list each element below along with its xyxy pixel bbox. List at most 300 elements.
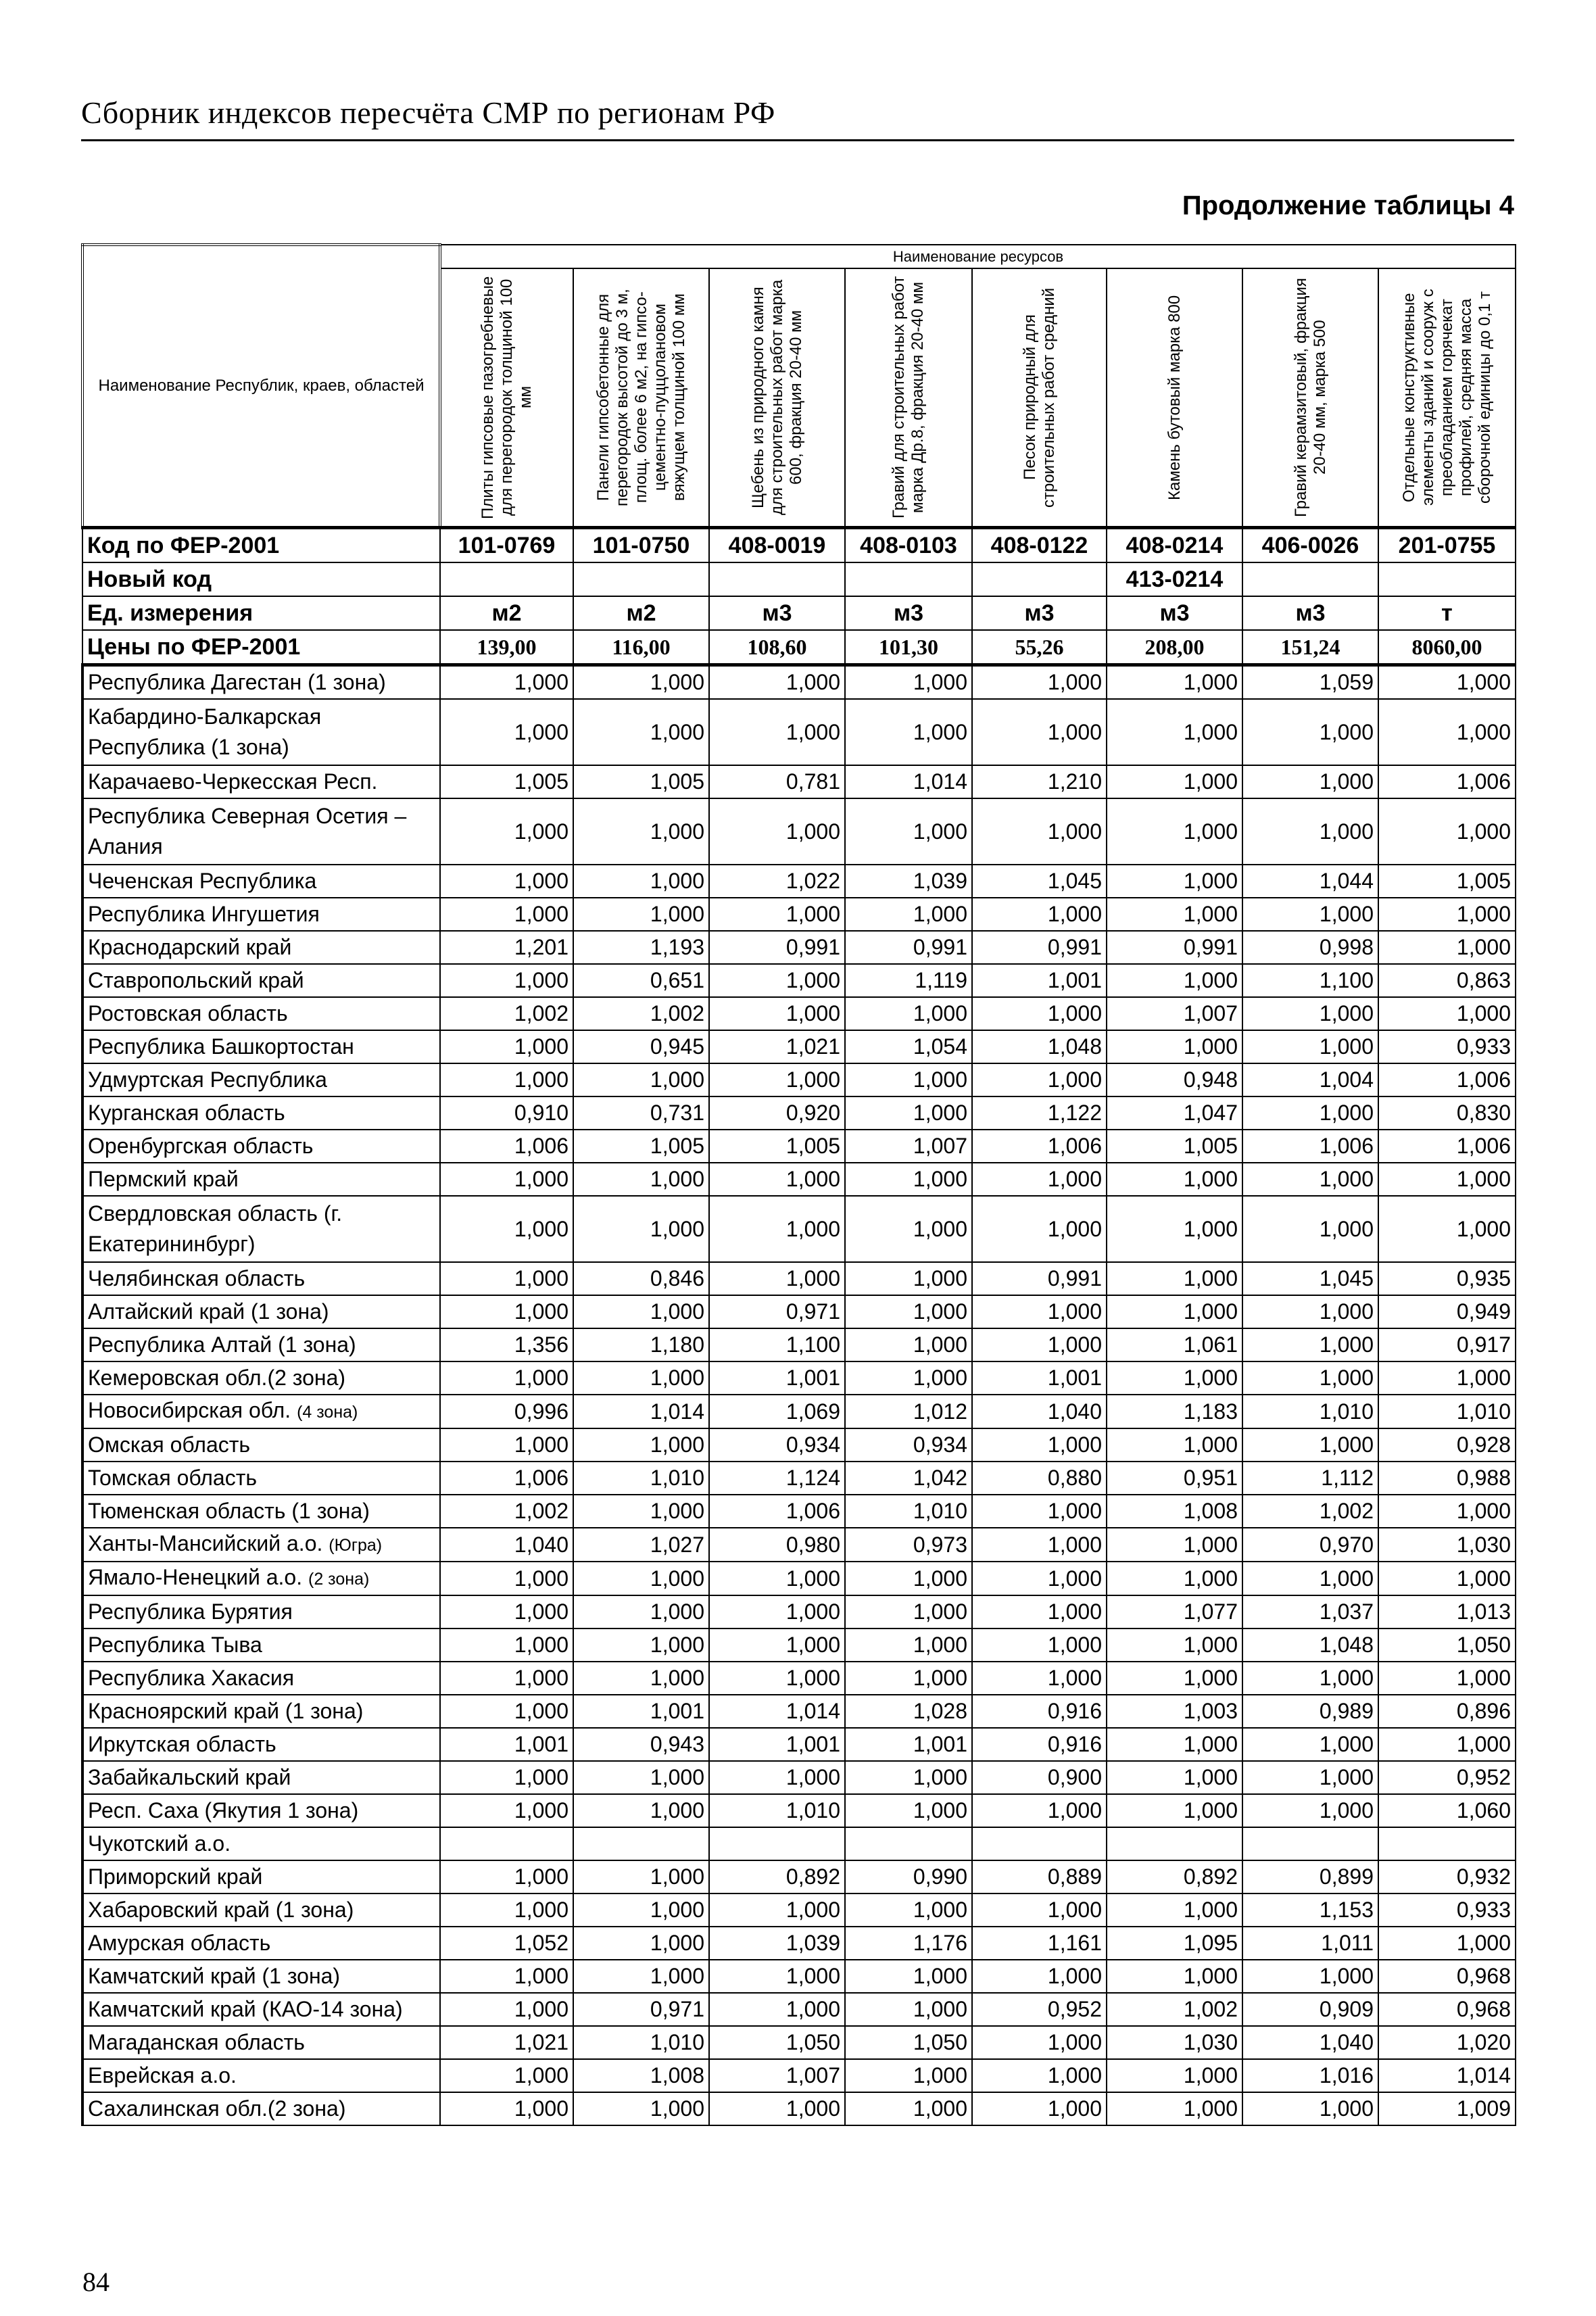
- spec-value-new-code: [709, 562, 845, 596]
- spec-value-code: 408-0122: [972, 528, 1107, 563]
- table-row: [82, 1794, 1516, 1827]
- index-value: 1,000: [1378, 898, 1516, 931]
- region-name: Амурская область: [88, 1931, 271, 1955]
- index-value: 1,000: [1378, 1728, 1516, 1761]
- index-value: 1,000: [972, 2059, 1107, 2092]
- index-value: 0,934: [709, 1428, 845, 1462]
- table-row: [82, 1761, 1516, 1794]
- resource-column-header: [845, 268, 972, 528]
- index-value: 1,000: [1107, 1361, 1242, 1395]
- table-row: [82, 1096, 1516, 1130]
- index-value: 1,044: [1242, 865, 1378, 898]
- index-value: 1,003: [1107, 1695, 1242, 1728]
- index-value: 1,000: [573, 1629, 709, 1662]
- index-value: 1,000: [1242, 1295, 1378, 1328]
- index-value: 1,000: [440, 798, 573, 865]
- table-row: [82, 1595, 1516, 1629]
- index-value: 0,971: [573, 1993, 709, 2026]
- index-value: 1,000: [1107, 1030, 1242, 1063]
- index-value: 1,002: [1242, 1495, 1378, 1528]
- index-value: 1,000: [1242, 1761, 1378, 1794]
- index-value: 1,000: [440, 665, 573, 700]
- region-name-cell: [82, 2059, 440, 2092]
- index-value: 0,996: [440, 1395, 573, 1428]
- region-name-cell: [82, 1993, 440, 2026]
- index-value: 0,892: [1107, 1860, 1242, 1893]
- index-value: 1,050: [709, 2026, 845, 2059]
- region-name: Ставропольский край: [88, 968, 304, 992]
- index-value: 1,000: [1107, 964, 1242, 997]
- spec-row-new-code: [82, 562, 1516, 596]
- index-value: 1,000: [573, 665, 709, 700]
- index-value: 1,000: [1107, 2059, 1242, 2092]
- index-value: 1,021: [440, 2026, 573, 2059]
- spec-value-unit: м3: [1107, 596, 1242, 630]
- table-row: [82, 1695, 1516, 1728]
- index-value: 1,000: [1378, 1562, 1516, 1595]
- spec-value-price: 208,00: [1107, 630, 1242, 665]
- index-value: 0,991: [709, 931, 845, 964]
- index-value: 1,193: [573, 931, 709, 964]
- index-value: 1,045: [1242, 1262, 1378, 1295]
- spec-value-code: 406-0026: [1242, 528, 1378, 563]
- index-value: 1,000: [573, 798, 709, 865]
- index-value: 1,000: [845, 699, 972, 765]
- index-value: 1,000: [845, 997, 972, 1030]
- spec-label: Код по ФЕР-2001: [82, 528, 440, 563]
- index-value: 1,014: [709, 1695, 845, 1728]
- region-name: Иркутская область: [88, 1732, 276, 1756]
- region-name: Сахалинская обл.(2 зона): [88, 2096, 346, 2121]
- region-name-note: (Югра): [329, 1536, 383, 1555]
- index-value: 1,000: [845, 1662, 972, 1695]
- region-column-header: Наименование Республик, краев, областей: [82, 245, 440, 528]
- index-value: 1,000: [1242, 1562, 1378, 1595]
- region-name-cell: [82, 1761, 440, 1794]
- index-value: 0,948: [1107, 1063, 1242, 1096]
- region-name-cell: [82, 1328, 440, 1361]
- index-value: 0,968: [1378, 1993, 1516, 2026]
- index-value: 0,973: [845, 1528, 972, 1562]
- region-name: Тюменская область (1 зона): [88, 1499, 370, 1523]
- index-value: 1,000: [845, 1960, 972, 1993]
- index-value: 1,008: [1107, 1495, 1242, 1528]
- spec-value-new-code: [440, 562, 573, 596]
- index-value: 1,000: [845, 2092, 972, 2125]
- index-value: 1,021: [709, 1030, 845, 1063]
- resource-name: Щебень из природного камня для строительных работ марка 600, фракция 20-40 мм: [748, 279, 805, 516]
- resource-name: Камень бутовый марка 800: [1165, 295, 1184, 500]
- index-value: 1,010: [709, 1794, 845, 1827]
- region-name: Еврейская а.о.: [88, 2063, 237, 2088]
- region-name: Карачаево-Черкесская Респ.: [88, 769, 378, 794]
- index-value: 0,952: [972, 1993, 1107, 2026]
- spec-value-unit: м3: [972, 596, 1107, 630]
- resource-column-header: [440, 268, 573, 528]
- region-name: Челябинская область: [88, 1266, 306, 1290]
- resource-column-header: [709, 268, 845, 528]
- index-value: 1,000: [972, 1295, 1107, 1328]
- region-name: Хабаровский край (1 зона): [88, 1898, 354, 1922]
- table-continuation-label: Продолжение таблицы 4: [1182, 191, 1514, 220]
- index-value: 0,916: [972, 1695, 1107, 1728]
- index-value: 1,030: [1378, 1528, 1516, 1562]
- resource-column-header: [1107, 268, 1242, 528]
- index-value: 1,000: [440, 1761, 573, 1794]
- index-value: 1,000: [1378, 1662, 1516, 1695]
- index-value: 1,000: [1107, 1295, 1242, 1328]
- table-row: [82, 1728, 1516, 1761]
- index-value: 1,100: [709, 1328, 845, 1361]
- resource-column-header: [573, 268, 709, 528]
- table-row: [82, 2026, 1516, 2059]
- spec-row-unit: [82, 596, 1516, 630]
- table-row: [82, 1495, 1516, 1528]
- index-value: 1,000: [845, 1063, 972, 1096]
- index-value: 1,000: [440, 2092, 573, 2125]
- spec-value-price: 8060,00: [1378, 630, 1516, 665]
- index-value: 1,112: [1242, 1462, 1378, 1495]
- index-value: 0,920: [709, 1096, 845, 1130]
- index-value: 1,042: [845, 1462, 972, 1495]
- index-value: 1,000: [573, 1428, 709, 1462]
- table-row: [82, 1262, 1516, 1295]
- region-name-cell: [82, 1395, 440, 1428]
- region-name-cell: [82, 1893, 440, 1927]
- index-value: 1,040: [440, 1528, 573, 1562]
- index-value: [709, 1827, 845, 1860]
- index-value: 1,000: [1378, 1927, 1516, 1960]
- table-row: [82, 865, 1516, 898]
- index-value: 1,012: [845, 1395, 972, 1428]
- index-value: 1,000: [709, 1893, 845, 1927]
- index-value: 1,000: [573, 898, 709, 931]
- index-value: 1,000: [573, 1295, 709, 1328]
- index-value: 1,000: [709, 964, 845, 997]
- spec-value-unit: м2: [573, 596, 709, 630]
- index-value: 1,000: [1107, 1728, 1242, 1761]
- region-name: Камчатский край (1 зона): [88, 1964, 341, 1988]
- spec-value-price: 116,00: [573, 630, 709, 665]
- index-value: 0,980: [709, 1528, 845, 1562]
- region-name-cell: [82, 765, 440, 798]
- index-value: 1,000: [845, 1295, 972, 1328]
- index-value: 1,000: [440, 1163, 573, 1196]
- index-value: 1,006: [1378, 765, 1516, 798]
- region-name-cell: [82, 1063, 440, 1096]
- index-value: 1,000: [1378, 997, 1516, 1030]
- region-name-cell: [82, 1462, 440, 1495]
- index-value: 0,989: [1242, 1695, 1378, 1728]
- resource-column-header: [972, 268, 1107, 528]
- index-value: 0,880: [972, 1462, 1107, 1495]
- spec-value-code: 101-0769: [440, 528, 573, 563]
- index-value: 0,933: [1378, 1030, 1516, 1063]
- index-value: 1,059: [1242, 665, 1378, 700]
- index-value: 0,928: [1378, 1428, 1516, 1462]
- index-value: 1,100: [1242, 964, 1378, 997]
- table-row: [82, 1361, 1516, 1395]
- resources-group-header: Наименование ресурсов: [440, 245, 1516, 268]
- table-row: [82, 1063, 1516, 1096]
- table-row: [82, 1328, 1516, 1361]
- index-value: 0,988: [1378, 1462, 1516, 1495]
- spec-value-new-code: 413-0214: [1107, 562, 1242, 596]
- index-value: 1,183: [1107, 1395, 1242, 1428]
- index-value: 1,001: [573, 1695, 709, 1728]
- index-value: 1,007: [1107, 997, 1242, 1030]
- index-value: 1,001: [845, 1728, 972, 1761]
- index-value: 1,001: [709, 1361, 845, 1395]
- index-value: 0,863: [1378, 964, 1516, 997]
- spec-value-price: 139,00: [440, 630, 573, 665]
- index-value: 1,000: [972, 1595, 1107, 1629]
- index-value: 0,910: [440, 1096, 573, 1130]
- region-name-cell: [82, 1860, 440, 1893]
- index-value: 0,892: [709, 1860, 845, 1893]
- resource-name: Песок природный для строительных работ средний: [1020, 287, 1058, 508]
- index-value: 1,000: [1242, 1096, 1378, 1130]
- region-name-cell: [82, 1096, 440, 1130]
- index-value: 1,000: [1378, 699, 1516, 765]
- index-value: 0,952: [1378, 1761, 1516, 1794]
- table-row: [82, 1562, 1516, 1595]
- table-row: [82, 1462, 1516, 1495]
- index-value: 1,010: [573, 1462, 709, 1495]
- index-value: [573, 1827, 709, 1860]
- index-value: 1,000: [1378, 931, 1516, 964]
- index-value: 1,000: [1242, 765, 1378, 798]
- index-value: 0,990: [845, 1860, 972, 1893]
- index-value: 1,000: [709, 1662, 845, 1695]
- index-value: 1,000: [709, 1595, 845, 1629]
- region-name-note: (2 зона): [308, 1570, 370, 1589]
- index-value: 1,000: [440, 1893, 573, 1927]
- index-value: 1,000: [709, 1629, 845, 1662]
- index-value: 1,000: [845, 1595, 972, 1629]
- index-value: 1,124: [709, 1462, 845, 1495]
- spec-value-price: 108,60: [709, 630, 845, 665]
- index-value: 1,002: [440, 1495, 573, 1528]
- resource-name: Гравий керамзитовый, фракция 20-40 мм, марка 500: [1291, 278, 1329, 517]
- resource-name: Плиты гипсовые пазогребневые для перегородок толщиной 100 мм: [479, 276, 535, 519]
- index-value: 1,000: [440, 1262, 573, 1295]
- spec-value-code: 101-0750: [573, 528, 709, 563]
- spec-value-unit: м2: [440, 596, 573, 630]
- region-name: Республика Северная Осетия – Алания: [88, 804, 407, 859]
- index-value: 1,000: [1242, 1728, 1378, 1761]
- region-name: Республика Дагестан (1 зона): [88, 670, 386, 694]
- index-value: 1,000: [709, 997, 845, 1030]
- index-value: 1,000: [972, 1063, 1107, 1096]
- index-value: 1,176: [845, 1927, 972, 1960]
- index-value: 1,000: [573, 1860, 709, 1893]
- index-value: 1,000: [1107, 1528, 1242, 1562]
- index-value: 1,000: [573, 1163, 709, 1196]
- index-value: 1,060: [1378, 1794, 1516, 1827]
- index-value: 1,000: [845, 1262, 972, 1295]
- index-value: 1,013: [1378, 1595, 1516, 1629]
- region-name: Республика Тыва: [88, 1633, 262, 1657]
- index-value: 0,900: [972, 1761, 1107, 1794]
- spec-value-code: 408-0103: [845, 528, 972, 563]
- index-value: 1,005: [573, 765, 709, 798]
- index-value: 1,000: [709, 1960, 845, 1993]
- index-value: 1,002: [440, 997, 573, 1030]
- index-value: 1,000: [440, 1662, 573, 1695]
- table-row: [82, 1927, 1516, 1960]
- index-value: 1,000: [709, 1562, 845, 1595]
- index-value: 1,020: [1378, 2026, 1516, 2059]
- index-value: 1,006: [1378, 1130, 1516, 1163]
- table-row: [82, 1395, 1516, 1428]
- region-name-cell: [82, 1196, 440, 1262]
- index-value: 1,001: [972, 1361, 1107, 1395]
- index-value: 1,004: [1242, 1063, 1378, 1096]
- index-value: 1,000: [972, 1196, 1107, 1262]
- index-value: 1,000: [573, 1595, 709, 1629]
- index-value: 1,000: [972, 1562, 1107, 1595]
- region-name: Камчатский край (КАО-14 зона): [88, 1997, 403, 2021]
- spec-row-price: [82, 630, 1516, 665]
- region-name-cell: [82, 1528, 440, 1562]
- index-value: 0,896: [1378, 1695, 1516, 1728]
- spec-label: Цены по ФЕР-2001: [82, 630, 440, 665]
- spec-value-new-code: [1242, 562, 1378, 596]
- index-value: 1,000: [573, 865, 709, 898]
- index-value: 1,000: [972, 997, 1107, 1030]
- region-name: Республика Хакасия: [88, 1666, 295, 1690]
- index-value: 1,000: [1242, 1196, 1378, 1262]
- index-value: [972, 1827, 1107, 1860]
- index-value: 1,000: [1378, 1196, 1516, 1262]
- index-value: 0,781: [709, 765, 845, 798]
- index-value: 1,000: [440, 964, 573, 997]
- spec-value-unit: т: [1378, 596, 1516, 630]
- index-value: 1,014: [573, 1395, 709, 1428]
- index-value: 1,000: [1107, 1794, 1242, 1827]
- region-name: Приморский край: [88, 1864, 263, 1889]
- index-value: 1,000: [573, 699, 709, 765]
- table-row: [82, 699, 1516, 765]
- index-value: 1,001: [440, 1728, 573, 1761]
- index-value: 0,933: [1378, 1893, 1516, 1927]
- spec-value-unit: м3: [709, 596, 845, 630]
- table-row: [82, 1629, 1516, 1662]
- index-value: 1,000: [972, 2026, 1107, 2059]
- index-value: 1,000: [845, 898, 972, 931]
- index-value: 1,122: [972, 1096, 1107, 1130]
- spec-value-new-code: [845, 562, 972, 596]
- index-value: 1,027: [573, 1528, 709, 1562]
- index-value: 1,000: [972, 1960, 1107, 1993]
- table-row: [82, 1428, 1516, 1462]
- index-value: 1,022: [709, 865, 845, 898]
- index-value: 1,000: [1107, 1893, 1242, 1927]
- index-value: 1,000: [709, 699, 845, 765]
- index-value: 1,005: [573, 1130, 709, 1163]
- region-name: Пермский край: [88, 1167, 239, 1191]
- spec-label: Новый код: [82, 562, 440, 596]
- index-value: 1,000: [440, 1562, 573, 1595]
- index-value: 1,000: [709, 1993, 845, 2026]
- index-value: 1,010: [573, 2026, 709, 2059]
- index-value: 1,000: [1378, 665, 1516, 700]
- index-value: 1,014: [1378, 2059, 1516, 2092]
- region-name-cell: [82, 1827, 440, 1860]
- index-value: [440, 1827, 573, 1860]
- index-value: 1,000: [1378, 1361, 1516, 1395]
- index-value: 1,000: [573, 1361, 709, 1395]
- index-value: 1,180: [573, 1328, 709, 1361]
- index-value: 1,000: [440, 1063, 573, 1096]
- index-value: 1,000: [573, 1893, 709, 1927]
- index-value: 1,000: [1107, 1960, 1242, 1993]
- region-name: Забайкальский край: [88, 1765, 291, 1789]
- index-value: 1,000: [573, 2092, 709, 2125]
- region-name-cell: [82, 1960, 440, 1993]
- index-value: 1,000: [1242, 1794, 1378, 1827]
- index-value: 0,731: [573, 1096, 709, 1130]
- index-value: 1,010: [1378, 1395, 1516, 1428]
- index-value: [845, 1827, 972, 1860]
- index-value: 0,991: [845, 931, 972, 964]
- region-name-cell: [82, 931, 440, 964]
- index-value: 1,005: [709, 1130, 845, 1163]
- index-value: 1,000: [1242, 1030, 1378, 1063]
- index-value: 1,000: [845, 1163, 972, 1196]
- index-value: 1,000: [972, 1629, 1107, 1662]
- index-value: 1,006: [709, 1495, 845, 1528]
- spec-value-new-code: [573, 562, 709, 596]
- index-value: 0,899: [1242, 1860, 1378, 1893]
- index-value: 1,000: [573, 1495, 709, 1528]
- region-name: Кемеровская обл.(2 зона): [88, 1366, 346, 1390]
- region-name: Кабардино-Балкарская Республика (1 зона): [88, 704, 322, 759]
- index-value: 1,007: [709, 2059, 845, 2092]
- index-value: 1,000: [972, 1328, 1107, 1361]
- index-value: [1107, 1827, 1242, 1860]
- index-value: 1,000: [1107, 765, 1242, 798]
- resource-name: Отдельные конструктивные элементы зданий и сооруж с преобладанием горячекат профилей, средняя масса сборочной единицы до 0,1 т: [1399, 289, 1494, 506]
- index-value: 1,000: [573, 1927, 709, 1960]
- region-name-cell: [82, 1629, 440, 1662]
- index-value: 1,000: [1107, 1428, 1242, 1462]
- index-value: 1,000: [1242, 898, 1378, 931]
- index-value: 1,045: [972, 865, 1107, 898]
- index-value: 1,000: [573, 1562, 709, 1595]
- index-value: 1,000: [440, 1695, 573, 1728]
- index-value: 1,119: [845, 964, 972, 997]
- index-value: 1,000: [1242, 798, 1378, 865]
- table-row: [82, 964, 1516, 997]
- index-value: 1,000: [573, 1063, 709, 1096]
- table-row: [82, 765, 1516, 798]
- index-value: 1,000: [1242, 1361, 1378, 1395]
- spec-value-code: 408-0019: [709, 528, 845, 563]
- index-value: 1,000: [709, 1196, 845, 1262]
- index-value: 1,000: [972, 1163, 1107, 1196]
- index-value: 0,830: [1378, 1096, 1516, 1130]
- index-value: 1,000: [1107, 1562, 1242, 1595]
- table-row: [82, 2059, 1516, 2092]
- index-value: 1,005: [1107, 1130, 1242, 1163]
- index-value: 1,000: [440, 865, 573, 898]
- region-name: Чеченская Республика: [88, 869, 317, 893]
- region-name: Томская область: [88, 1466, 258, 1490]
- spec-row-code: [82, 528, 1516, 563]
- index-value: 0,935: [1378, 1262, 1516, 1295]
